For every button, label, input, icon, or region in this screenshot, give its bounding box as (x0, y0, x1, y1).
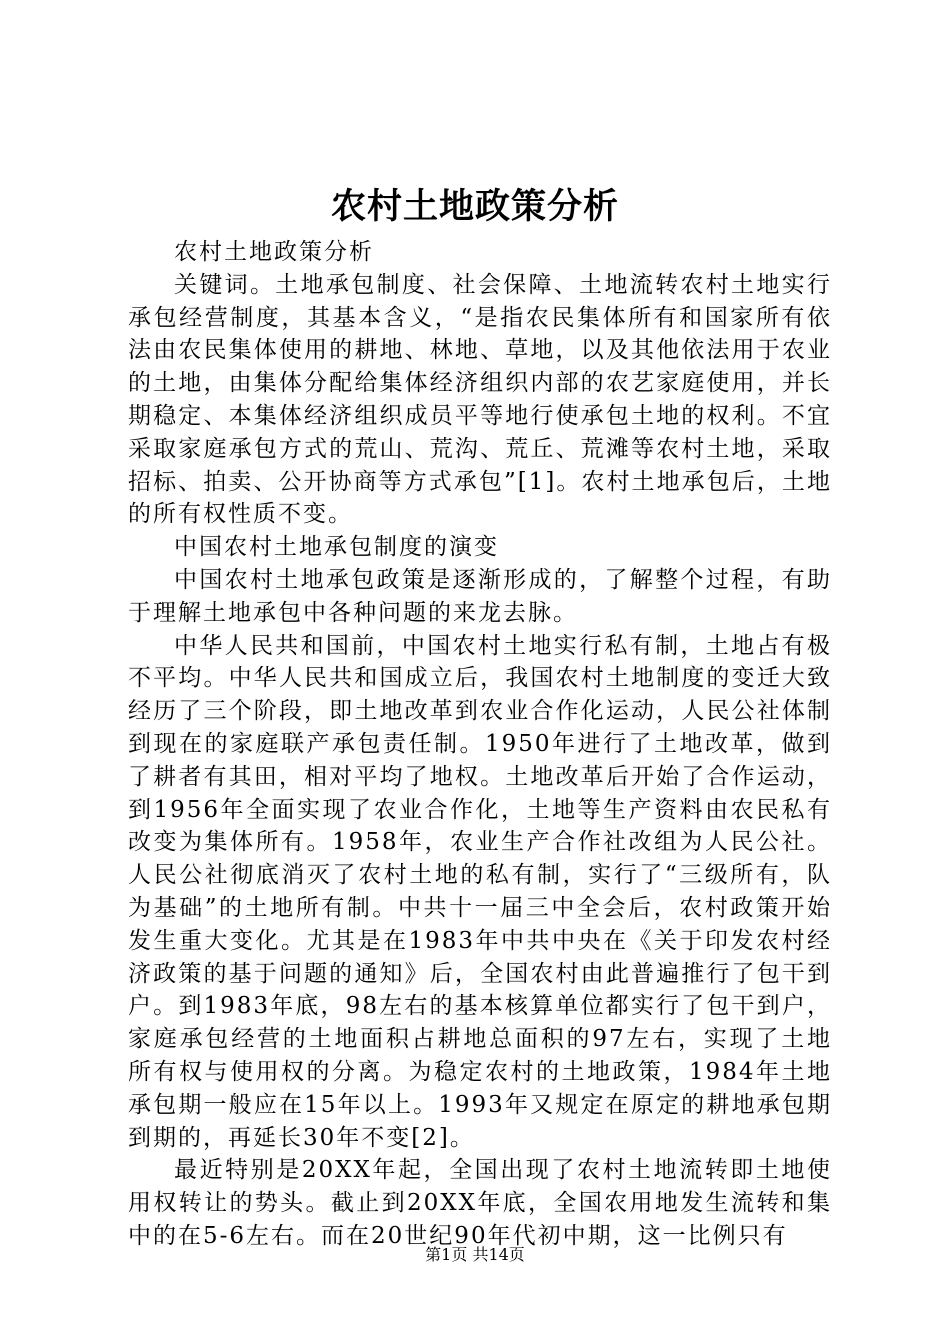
paragraph-subtitle: 农村土地政策分析 (174, 239, 374, 265)
paragraph-section-heading: 中国农村土地承包制度的演变 (174, 534, 499, 561)
paragraph-keywords: 关键词。土地承包制度、社会保障、土地流转农村土地实行承包经营制度，其基本含义，“是指农民集体所有和国家所有依法由农民集体使用的耕地、林地、草地，以及其他依法用于农业的土地，由集体分配给集体经济组织内部的农艺家庭使用，并长期稳定、本集体经济组织成员平等地行使承包土地的权利。不宜采取家庭承包方式的荒山、荒沟、荒丘、荒滩等农村土地，采取招标、拍卖、公开协商等方式承包”[1]。农村土地承包后，土地的所有权性质不变。 (128, 271, 832, 528)
document-title: 农村土地政策分析 (330, 186, 619, 227)
paragraph-history: 中华人民共和国前，中国农村土地实行私有制，土地占有极不平均。中华人民共和国成立后，我国农村土地制度的变迁大致经历了三个阶段，即土地改革到农业合作化运动，人民公社体制到现在的家庭联产承包责任制。1950年进行了土地改革，做到了耕者有其田，相对平均了地权。土地改革后开始了合作运动，到1956年全面实现了农业合作化，土地等生产资料由农民私有改变为集体所有。1958年，农业生产合作社改组为人民公社。人民公社彻底消灭了农村土地的私有制，实行了“三级所有，队为基础”的土地所有制。中共十一届三中全会后，农村政策开始发生重大变化。尤其是在1983年中共中央在《关于印发农村经济政策的基于问题的通知》后，全国农村由此普遍推行了包干到户。到1983年底，98左右的基本核算单位都实行了包干到户，家庭承包经营的土地面积占耕地总面积的97左右，实现了土地所有权与使用权的分离。为稳定农村的土地政策，1984年土地承包期一般应在15年以上。1993年又规定在原定的耕地承包期到期的，再延长30年不变[2]。 (128, 632, 832, 1151)
page-footer: 第1页 共14页 (425, 1245, 525, 1264)
document-body (128, 236, 832, 1253)
paragraph-recent: 最近特别是20XX年起，全国出现了农村土地流转即土地使用权转让的势头。截止到20XX年底，全国农用地发生流转和集中的在5-6左右。而在20世纪90年代初中期，这一比例只有 (128, 1157, 832, 1249)
paragraph-intro: 中国农村土地承包政策是逐渐形成的，了解整个过程，有助于理解土地承包中各种问题的来龙去脉。 (128, 566, 832, 626)
